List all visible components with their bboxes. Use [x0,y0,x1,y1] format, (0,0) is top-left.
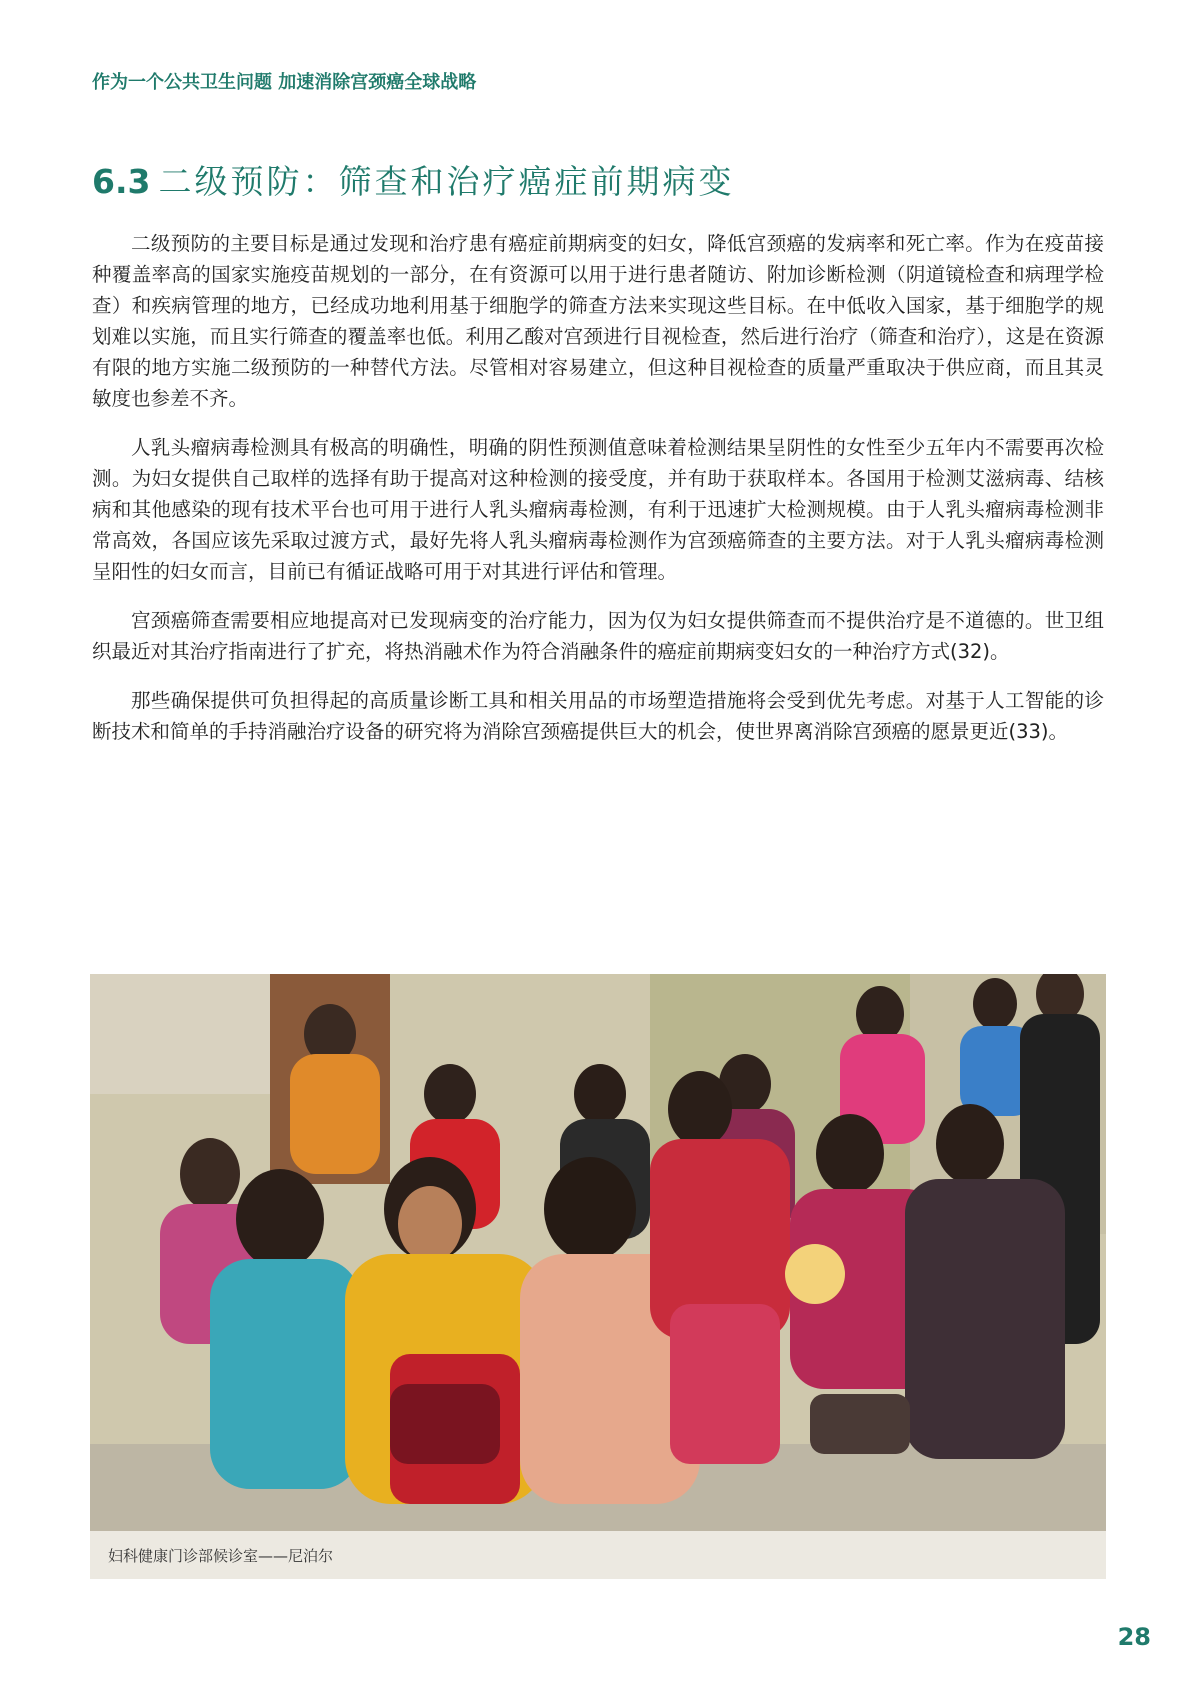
page-number: 28 [1117,1623,1151,1651]
body-text [92,228,1104,765]
photo-illustration [90,974,1106,1531]
section-heading [92,156,734,203]
section-number: 6.3 [92,162,151,201]
paragraph: 二级预防的主要目标是通过发现和治疗患有癌症前期病变的妇女，降低宫颈癌的发病率和死亡率。作为在疫苗接种覆盖率高的国家实施疫苗规划的一部分，在有资源可以用于进行患者随访、附加诊断检测（阴道镜检查和病理学检查）和疾病管理的地方，已经成功地利用基于细胞学的筛查方法来实现这些目标。在中低收入国家，基于细胞学的规划难以实施，而且实行筛查的覆盖率也低。利用乙酸对宫颈进行目视检查，然后进行治疗（筛查和治疗），这是在资源有限的地方实施二级预防的一种替代方法。尽管相对容易建立，但这种目视检查的质量严重取决于供应商，而且其灵敏度也参差不齐。 [92,232,1104,410]
running-header: 作为一个公共卫生问题 加速消除宫颈癌全球战略 [92,72,477,93]
paragraph: 那些确保提供可负担得起的高质量诊断工具和相关用品的市场塑造措施将会受到优先考虑。对基于人工智能的诊断技术和简单的手持消融治疗设备的研究将为消除宫颈癌提供巨大的机会，使世界离消除宫颈癌的愿景更近(33)。 [92,689,1104,743]
paragraph: 宫颈癌筛查需要相应地提高对已发现病变的治疗能力，因为仅为妇女提供筛查而不提供治疗是不道德的。世卫组织最近对其治疗指南进行了扩充，将热消融术作为符合消融条件的癌症前期病变妇女的一种治疗方式(32)。 [92,609,1104,663]
paragraph: 人乳头瘤病毒检测具有极高的明确性，明确的阴性预测值意味着检测结果呈阴性的女性至少五年内不需要再次检测。为妇女提供自己取样的选择有助于提高对这种检测的接受度，并有助于获取样本。各国用于检测艾滋病毒、结核病和其他感染的现有技术平台也可用于进行人乳头瘤病毒检测，有利于迅速扩大检测规模。由于人乳头瘤病毒检测非常高效，各国应该先采取过渡方式，最好先将人乳头瘤病毒检测作为宫颈癌筛查的主要方法。对于人乳头瘤病毒检测呈阳性的妇女而言，目前已有循证战略可用于对其进行评估和管理。 [92,436,1104,583]
waiting-room-photo [90,974,1106,1579]
photo-caption: 妇科健康门诊部候诊室——尼泊尔 [108,1547,334,1565]
photo-caption-bar [90,1531,1106,1579]
section-title-text: 二级预防：筛查和治疗癌症前期病变 [158,162,735,201]
